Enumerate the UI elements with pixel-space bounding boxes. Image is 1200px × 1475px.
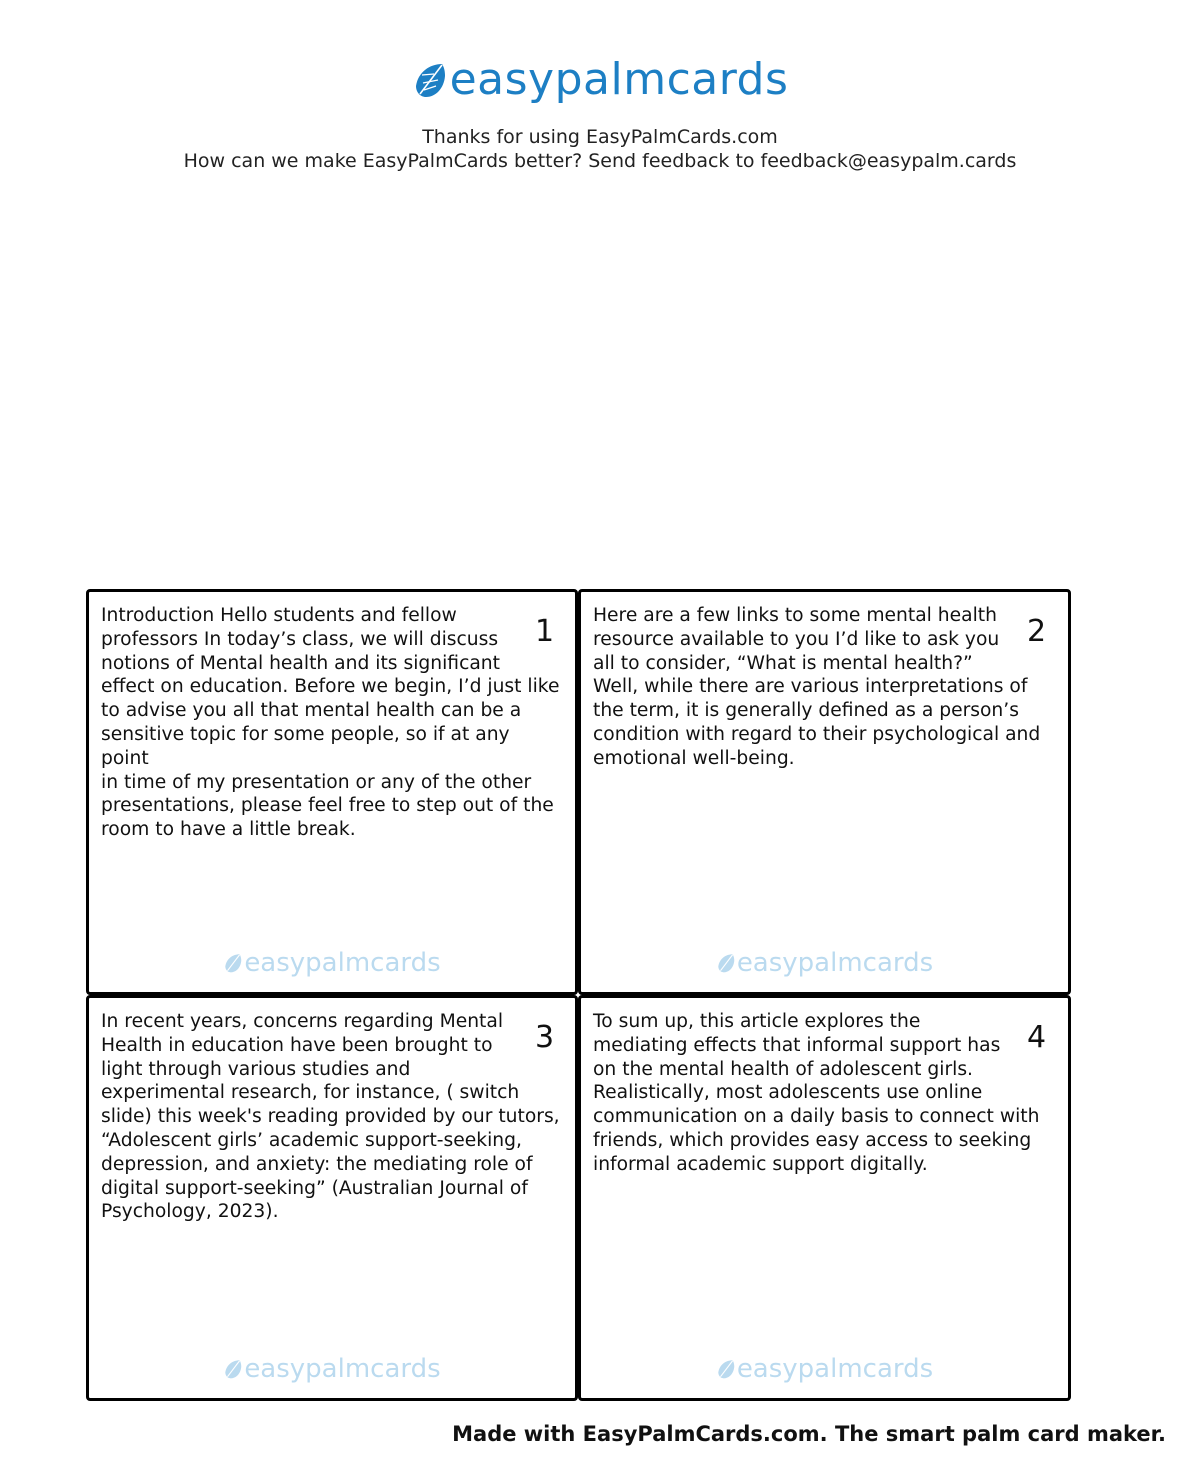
palm-leaf-icon [223, 952, 243, 974]
palm-leaf-icon [716, 952, 736, 974]
palm-leaf-icon [412, 60, 448, 100]
brand-logo [0, 52, 1200, 108]
palm-card-3 [86, 995, 578, 1401]
watermark-text: easypalmcards [244, 1354, 441, 1384]
thanks-message: Thanks for using EasyPalmCards.com [422, 126, 778, 148]
watermark-text: easypalmcards [244, 948, 441, 978]
card-number: 3 [535, 1020, 555, 1055]
palm-card-1 [86, 589, 578, 995]
palm-leaf-icon [223, 1358, 243, 1380]
palm-card-4 [578, 995, 1071, 1401]
card-watermark [89, 948, 575, 978]
card-text: To sum up, this article explores the mediating effects that informal support has on the mental health of adolescent girls. Realistically, most adolescents use online communication on a daily basis to connect with friends, which provides easy access to seeking informal academic support digitally. [593, 1011, 1040, 1175]
card-number: 1 [535, 614, 555, 649]
palm-card-2 [578, 589, 1071, 995]
card-number: 2 [1027, 614, 1047, 649]
footer-credit: Made with EasyPalmCards.com. The smart palm card maker. [452, 1422, 1166, 1446]
card-watermark [89, 1354, 575, 1384]
feedback-message: How can we make EasyPalmCards better? Send feedback to feedback@easypalm.cards [183, 150, 1017, 172]
card-watermark [581, 948, 1068, 978]
card-watermark [581, 1354, 1068, 1384]
card-number: 4 [1027, 1020, 1047, 1055]
watermark-text: easypalmcards [736, 1354, 934, 1384]
card-text: Introduction Hello students and fellow professors In today’s class, we will discuss notions of Mental health and its significant effect on education. Before we begin, I’d just like to advise you all that mental health can be a sensitive topic for some people, so if at any point in time of my presentation or any of the other presentations, please feel free to step out of the room to have a little break. [101, 605, 560, 841]
watermark-text: easypalmcards [736, 948, 934, 978]
palm-leaf-icon [716, 1358, 736, 1380]
card-text: Here are a few links to some mental health resource available to you I’d like to ask you all to consider, “What is mental health?” Well, while there are various interpretations of the term, it is generally defined as a person’s condition with regard to their psychological and emotional well-being. [593, 605, 1041, 769]
card-text: In recent years, concerns regarding Mental Health in education have been brought to light through various studies and experimental research, for instance, ( switch slide) this week's reading provided by our tutors, “Adolescent girls’ academic support-seeking, depression, and anxiety: the mediating role of digital support-seeking” (Australian Journal of Psychology, 2023). [101, 1011, 560, 1223]
brand-name: easypalmcards [449, 54, 789, 105]
